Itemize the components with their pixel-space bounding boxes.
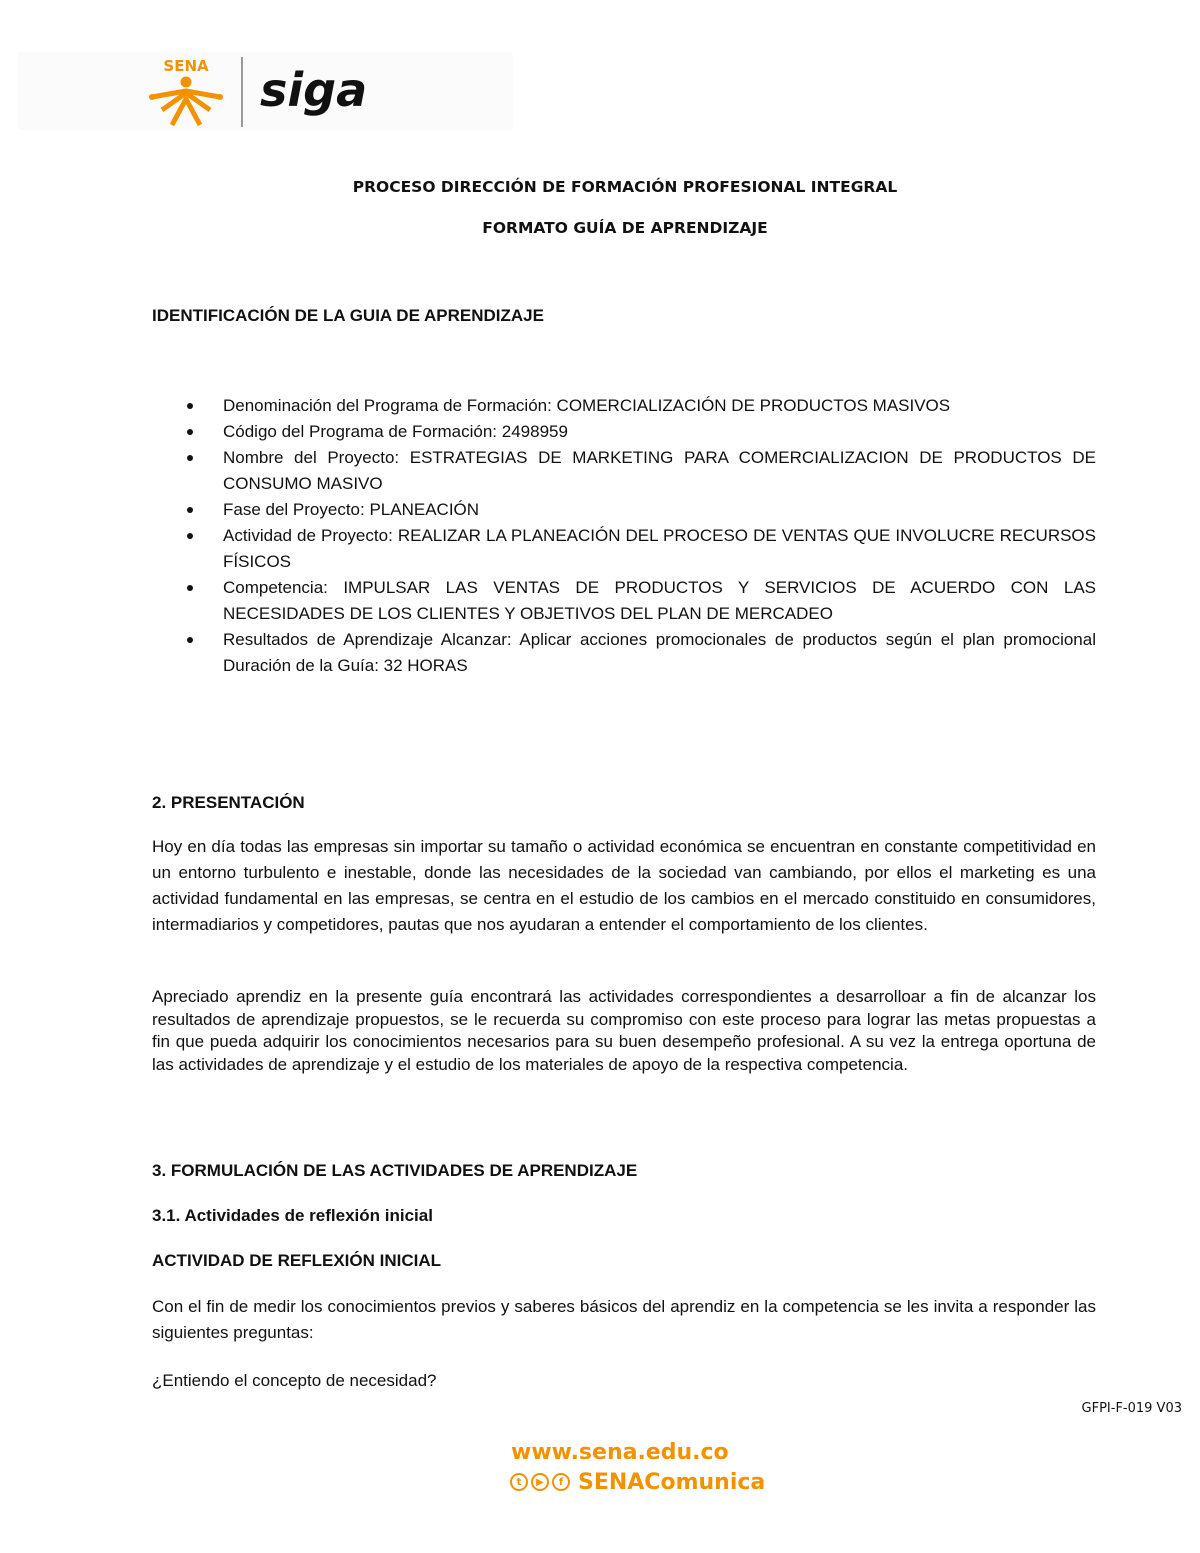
list-item: Nombre del Proyecto: ESTRATEGIAS DE MARKETING PARA COMERCIALIZACION DE PRODUCTOS DE CONSUMO MASIVO [152, 445, 1096, 497]
youtube-icon[interactable]: ▶ [531, 1473, 549, 1491]
activity-intro: Con el fin de medir los conocimientos previos y saberes básicos del aprendiz en la competencia se les invita a responder las siguientes preguntas: [152, 1297, 1096, 1342]
twitter-icon[interactable]: t [510, 1473, 528, 1491]
presentation-paragraph-2: Apreciado aprendiz en la presente guía encontrará las actividades correspondientes a desarrolloar a fin de alcanzar los resultados de aprendizaje propuestos, se le recuerda su compromiso con este proceso para lograr las metas propuestas a fin que pueda adquirir los conocimientos necesarios para su buen desempeño profesional. A su vez la entrega oportuna de las actividades de aprendizaje y el estudio de los materiales de apoyo de la respectiva competencia. [152, 987, 1096, 1074]
sena-logo [148, 55, 224, 129]
formulation-heading: 3. FORMULACIÓN DE LAS ACTIVIDADES DE APRENDIZAJE [152, 1161, 638, 1180]
list-item: Resultados de Aprendizaje Alcanzar: Aplicar acciones promocionales de productos según el plan promocional Duración de la Guía: 32 HORAS [152, 627, 1096, 679]
presentation-paragraph-1: Hoy en día todas las empresas sin importar su tamaño o actividad económica se encuentran en constante competitividad en un entorno turbulento e inestable, donde las necesidades de la sociedad van cambiando, por ellos el marketing es una actividad fundamental en las empresas, se centra en el estudio de los cambios en el mercado constituido en consumidores, intermadiarios y competidores, pautas que nos ayudaran a entender el comportamiento de los clientes. [152, 837, 1096, 934]
identification-list [152, 393, 1096, 679]
process-title: PROCESO DIRECCIÓN DE FORMACIÓN PROFESIONAL INTEGRAL [352, 178, 898, 196]
bullet-icon [187, 637, 193, 643]
reflection-subheading: 3.1. Actividades de reflexión inicial [152, 1206, 433, 1225]
bullet-icon [187, 455, 193, 461]
document-code: GFPI-F-019 V03 [1081, 1401, 1182, 1416]
svg-text:SENA: SENA [163, 57, 209, 75]
siga-logo [258, 66, 378, 120]
activity-heading: ACTIVIDAD DE REFLEXIÓN INICIAL [152, 1251, 442, 1270]
bullet-icon [187, 429, 193, 435]
bullet-icon [187, 533, 193, 539]
bullet-icon [187, 403, 193, 409]
footer-social [510, 1469, 765, 1495]
presentation-heading: 2. PRESENTACIÓN [152, 793, 305, 812]
facebook-icon[interactable]: f [552, 1473, 570, 1491]
identification-heading: IDENTIFICACIÓN DE LA GUIA DE APRENDIZAJE [152, 306, 544, 325]
svg-text:siga: siga [260, 66, 368, 117]
format-title: FORMATO GUÍA DE APRENDIZAJE [482, 219, 768, 237]
bullet-icon [187, 585, 193, 591]
social-handle[interactable]: SENAComunica [578, 1469, 766, 1495]
footer-url[interactable]: www.sena.edu.co [511, 1440, 729, 1465]
list-item: Fase del Proyecto: PLANEACIÓN [152, 497, 1096, 523]
list-item: Código del Programa de Formación: 2498959 [152, 419, 1096, 445]
bullet-icon [187, 507, 193, 513]
list-item: Actividad de Proyecto: REALIZAR LA PLANEACIÓN DEL PROCESO DE VENTAS QUE INVOLUCRE RECURSOS FÍSICOS [152, 523, 1096, 575]
logo-separator [241, 57, 243, 127]
list-item: Competencia: IMPULSAR LAS VENTAS DE PRODUCTOS Y SERVICIOS DE ACUERDO CON LAS NECESIDADES DE LOS CLIENTES Y OBJETIVOS DEL PLAN DE MERCADEO [152, 575, 1096, 627]
reflection-question: ¿Entiendo el concepto de necesidad? [152, 1371, 437, 1390]
list-item: Denominación del Programa de Formación: COMERCIALIZACIÓN DE PRODUCTOS MASIVOS [152, 393, 1096, 419]
